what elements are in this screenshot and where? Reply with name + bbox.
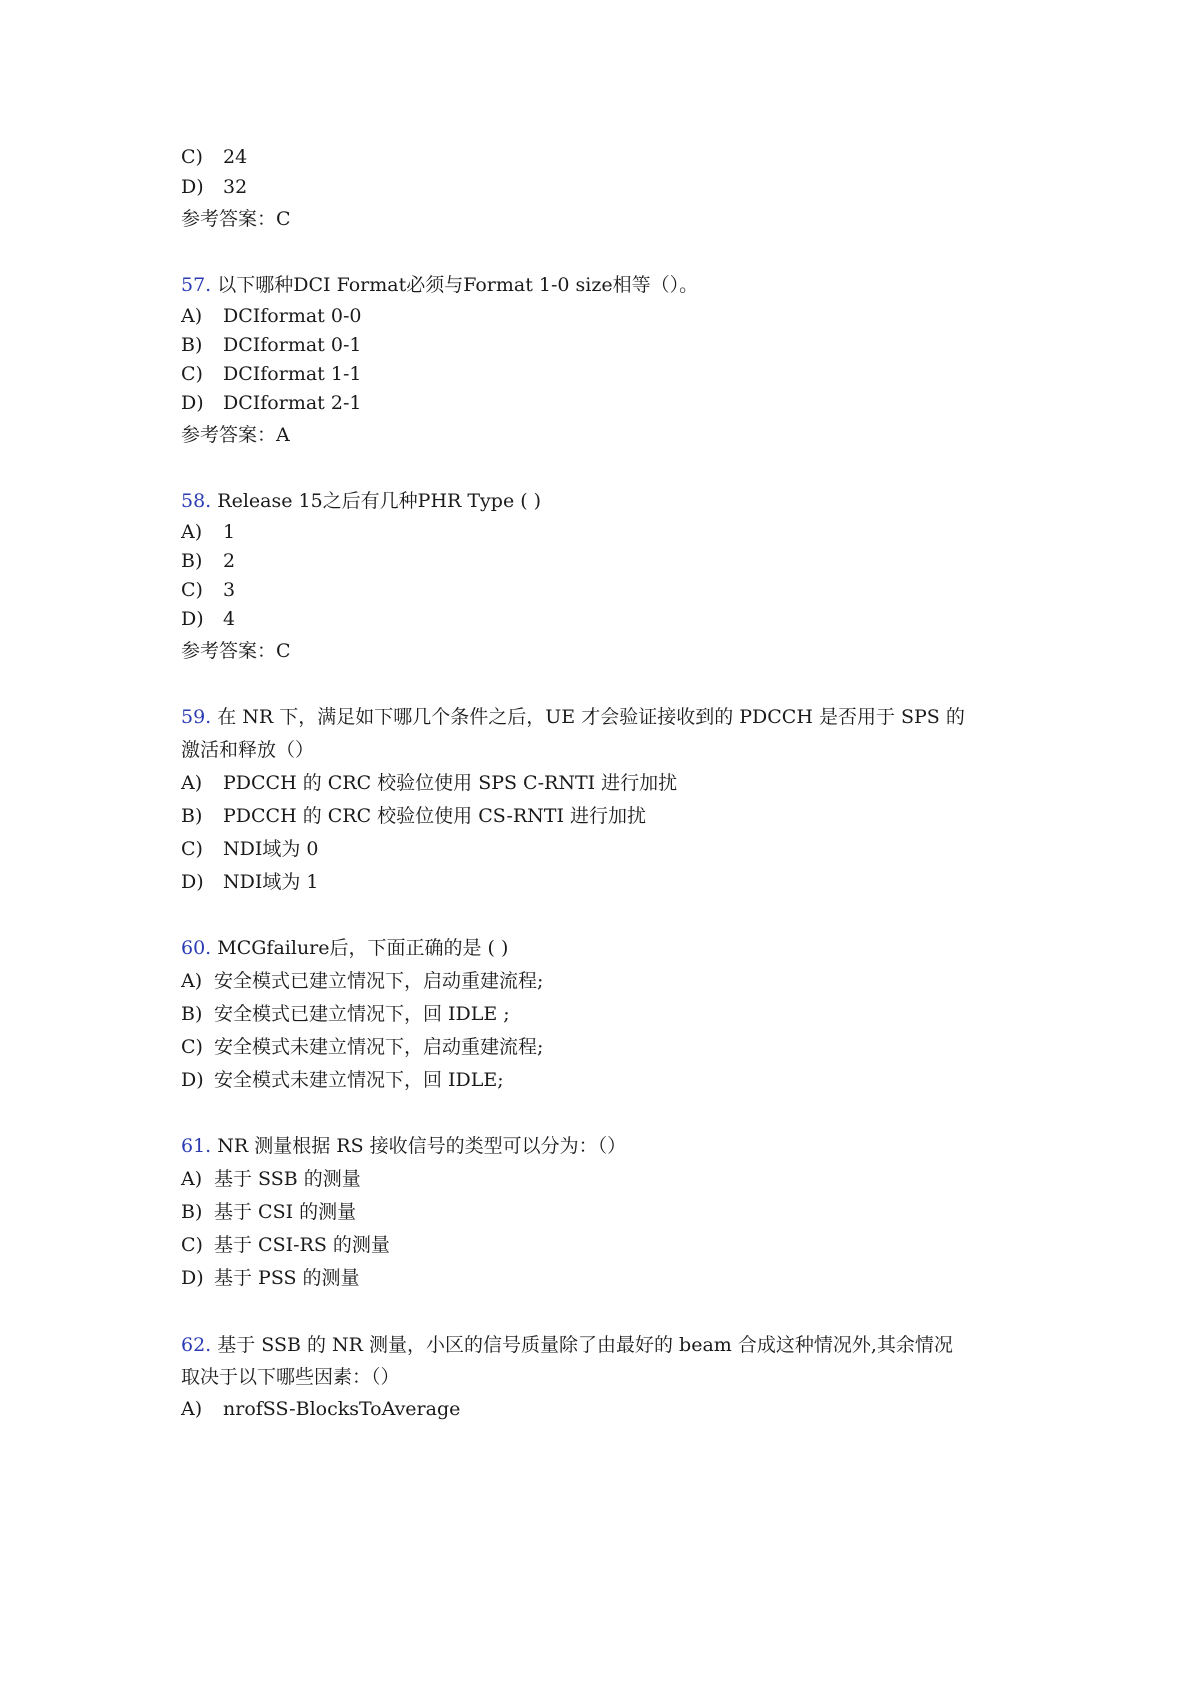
option-letter: B) bbox=[181, 550, 203, 572]
question-stem: Release 15之后有几种PHR Type ( ) bbox=[217, 490, 542, 512]
option-q59-b bbox=[181, 803, 1021, 829]
option-q62-a bbox=[181, 1396, 1021, 1422]
question-stem: NR 测量根据 RS 接收信号的类型可以分为：（） bbox=[217, 1135, 627, 1157]
answer-q58: 参考答案：C bbox=[181, 640, 291, 662]
option-letter: B) bbox=[181, 1201, 203, 1223]
option-letter: A) bbox=[181, 521, 203, 543]
option-q58-b bbox=[181, 548, 1021, 574]
question-stem-line1: 基于 SSB 的 NR 测量，小区的信号质量除了由最好的 beam 合成这种情况外,其余情况 bbox=[217, 1334, 953, 1356]
option-letter: D) bbox=[181, 392, 204, 414]
answer-q56: 参考答案：C bbox=[181, 208, 291, 230]
option-q60-a bbox=[181, 968, 1021, 994]
option-letter: C) bbox=[181, 363, 203, 385]
option-q59-d bbox=[181, 869, 1021, 895]
option-q60-c bbox=[181, 1034, 1021, 1060]
option-text: PDCCH 的 CRC 校验位使用 CS-RNTI 进行加扰 bbox=[223, 805, 647, 827]
question-stem: MCGfailure后，下面正确的是 ( ) bbox=[217, 937, 509, 959]
option-text: 基于 PSS 的测量 bbox=[214, 1267, 360, 1289]
question-number: 60. bbox=[181, 937, 212, 959]
option-letter: A) bbox=[181, 1168, 203, 1190]
option-letter: D) bbox=[181, 608, 204, 630]
option-text: NDI域为 1 bbox=[223, 871, 319, 893]
option-letter: B) bbox=[181, 334, 203, 356]
option-q57-c bbox=[181, 361, 1021, 387]
option-text: DCIformat 2-1 bbox=[223, 392, 362, 414]
question-q62 bbox=[181, 1332, 1021, 1358]
option-text: 32 bbox=[223, 176, 248, 198]
option-letter: B) bbox=[181, 1003, 203, 1025]
option-letter: A) bbox=[181, 970, 203, 992]
option-q59-a bbox=[181, 770, 1021, 796]
answer-q57: 参考答案：A bbox=[181, 424, 290, 446]
option-letter: D) bbox=[181, 871, 204, 893]
option-letter: D) bbox=[181, 1267, 204, 1289]
option-q56-c bbox=[181, 144, 1021, 170]
option-text: 基于 CSI-RS 的测量 bbox=[214, 1234, 390, 1256]
option-letter: D) bbox=[181, 1069, 204, 1091]
option-text: NDI域为 0 bbox=[223, 838, 319, 860]
option-text: DCIformat 1-1 bbox=[223, 363, 362, 385]
option-q57-b bbox=[181, 332, 1021, 358]
question-stem-line1: 在 NR 下，满足如下哪几个条件之后，UE 才会验证接收到的 PDCCH 是否用于 SPS 的 bbox=[217, 706, 965, 728]
option-q60-b bbox=[181, 1001, 1021, 1027]
option-letter: A) bbox=[181, 772, 203, 794]
option-q58-d bbox=[181, 606, 1021, 632]
option-text: 4 bbox=[223, 608, 236, 630]
option-q61-b bbox=[181, 1199, 1021, 1225]
question-number: 61. bbox=[181, 1135, 212, 1157]
option-letter: C) bbox=[181, 1234, 203, 1256]
question-stem: 以下哪种DCI Format必须与Format 1-0 size相等（）。 bbox=[217, 274, 699, 296]
option-text: 安全模式未建立情况下，回 IDLE; bbox=[214, 1069, 504, 1091]
option-text: nrofSS-BlocksToAverage bbox=[223, 1398, 461, 1420]
option-text: DCIformat 0-1 bbox=[223, 334, 362, 356]
option-letter: C) bbox=[181, 146, 203, 168]
option-q60-d bbox=[181, 1067, 1021, 1093]
question-q58 bbox=[181, 488, 1021, 514]
option-letter: D) bbox=[181, 176, 204, 198]
option-q61-c bbox=[181, 1232, 1021, 1258]
option-text: PDCCH 的 CRC 校验位使用 SPS C-RNTI 进行加扰 bbox=[223, 772, 678, 794]
option-letter: C) bbox=[181, 579, 203, 601]
option-q57-d bbox=[181, 390, 1021, 416]
option-text: 2 bbox=[223, 550, 236, 572]
option-letter: A) bbox=[181, 305, 203, 327]
option-letter: C) bbox=[181, 838, 203, 860]
option-text: 3 bbox=[223, 579, 236, 601]
option-text: DCIformat 0-0 bbox=[223, 305, 362, 327]
option-q57-a bbox=[181, 303, 1021, 329]
question-q59 bbox=[181, 704, 1021, 730]
option-text: 24 bbox=[223, 146, 248, 168]
option-text: 基于 SSB 的测量 bbox=[214, 1168, 361, 1190]
question-q61 bbox=[181, 1133, 1021, 1159]
option-q61-d bbox=[181, 1265, 1021, 1291]
option-letter: C) bbox=[181, 1036, 203, 1058]
option-text: 安全模式已建立情况下，回 IDLE ; bbox=[214, 1003, 510, 1025]
option-letter: B) bbox=[181, 805, 203, 827]
option-q59-c bbox=[181, 836, 1021, 862]
option-q61-a bbox=[181, 1166, 1021, 1192]
option-text: 安全模式未建立情况下，启动重建流程; bbox=[214, 1036, 544, 1058]
option-q56-d bbox=[181, 174, 1021, 200]
option-text: 1 bbox=[223, 521, 236, 543]
question-q60 bbox=[181, 935, 1021, 961]
question-q59-line2: 激活和释放（） bbox=[181, 739, 315, 761]
question-number: 58. bbox=[181, 490, 212, 512]
question-number: 62. bbox=[181, 1334, 212, 1356]
option-text: 安全模式已建立情况下，启动重建流程; bbox=[214, 970, 544, 992]
option-text: 基于 CSI 的测量 bbox=[214, 1201, 357, 1223]
option-letter: A) bbox=[181, 1398, 203, 1420]
question-q57 bbox=[181, 272, 1021, 298]
question-number: 57. bbox=[181, 274, 212, 296]
question-number: 59. bbox=[181, 706, 212, 728]
option-q58-c bbox=[181, 577, 1021, 603]
option-q58-a bbox=[181, 519, 1021, 545]
question-q62-line2: 取决于以下哪些因素：（） bbox=[181, 1366, 400, 1388]
